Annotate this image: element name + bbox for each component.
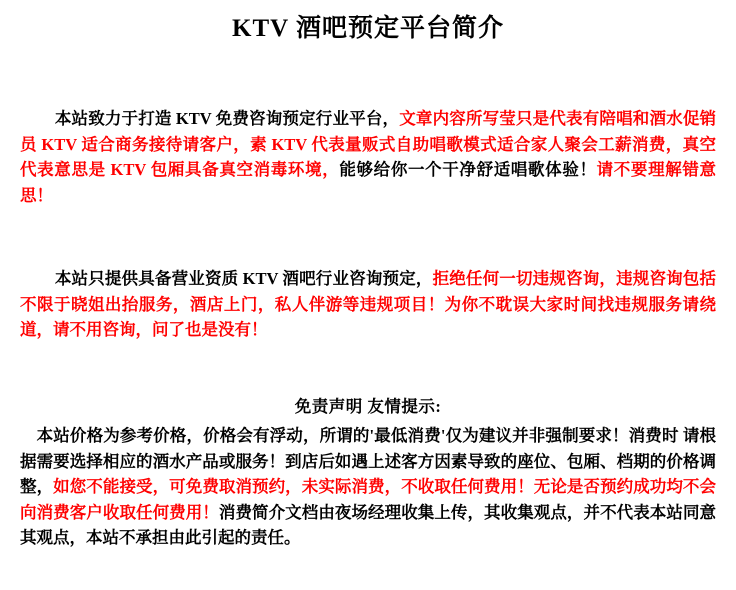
- paragraph-qualification: [16, 266, 720, 343]
- document-page: [0, 14, 736, 590]
- paragraph-disclaimer-part1: 本站价格为参考价格，价格会有浮动，所谓的'最低消费'仅为建议并非强制要求！消费时 请根据需要选择相应的酒水产品或服务！到店后如遇上述客方因素导致的座位、包厢、档期的价格调整，: [20, 425, 716, 497]
- paragraph-disclaimer-part3: 消费简介文档由夜场经理收集上传，其收集观点，并不代表本站同意其观点，本站不承担由此引起的责任。: [20, 502, 717, 548]
- disclaimer-block: [16, 393, 720, 551]
- paragraph-intro-part1: 本站致力于打造 KTV 免费咨询预定行业平台，: [54, 109, 400, 128]
- paragraph-intro: [16, 106, 720, 208]
- paragraph-intro-part3: 能够给你一个干净舒适唱歌体验！: [339, 160, 597, 180]
- page-title: KTV 酒吧预定平台简介: [232, 15, 504, 42]
- paragraph-qualification-part2: 拒绝任何一切违规咨询，违规咨询包括不限于晓姐出抬服务，酒店上门，私人伴游等违规项目！为你不耽误大家时间找违规服务请绕道，请不用咨询，问了也是没有！: [20, 269, 716, 340]
- paragraph-qualification-part1: 本站只提供具备营业资质 KTV 酒吧行业咨询预定，: [54, 269, 433, 289]
- paragraph-disclaimer: [16, 423, 720, 551]
- paragraph-intro-part2: 文章内容所写莹只是代表有陪唱和酒水促销员 KTV 适合商务接待请客户，素 KTV 代表量贩式自助唱歌模式适合家人聚会工薪消费，真空代表意思是 KTV 包厢具备真空消毒环境，: [20, 109, 716, 180]
- paragraph-disclaimer-part2: 如您不能接受，可免费取消预约，未实际消费，不收取任何费用！无论是否预约成功均不会向消费客户收取任何费用！: [20, 477, 717, 522]
- disclaimer-heading: 免责声明 友情提示:: [294, 396, 442, 416]
- paragraph-intro-part4: 请不要理解错意思！: [20, 160, 717, 205]
